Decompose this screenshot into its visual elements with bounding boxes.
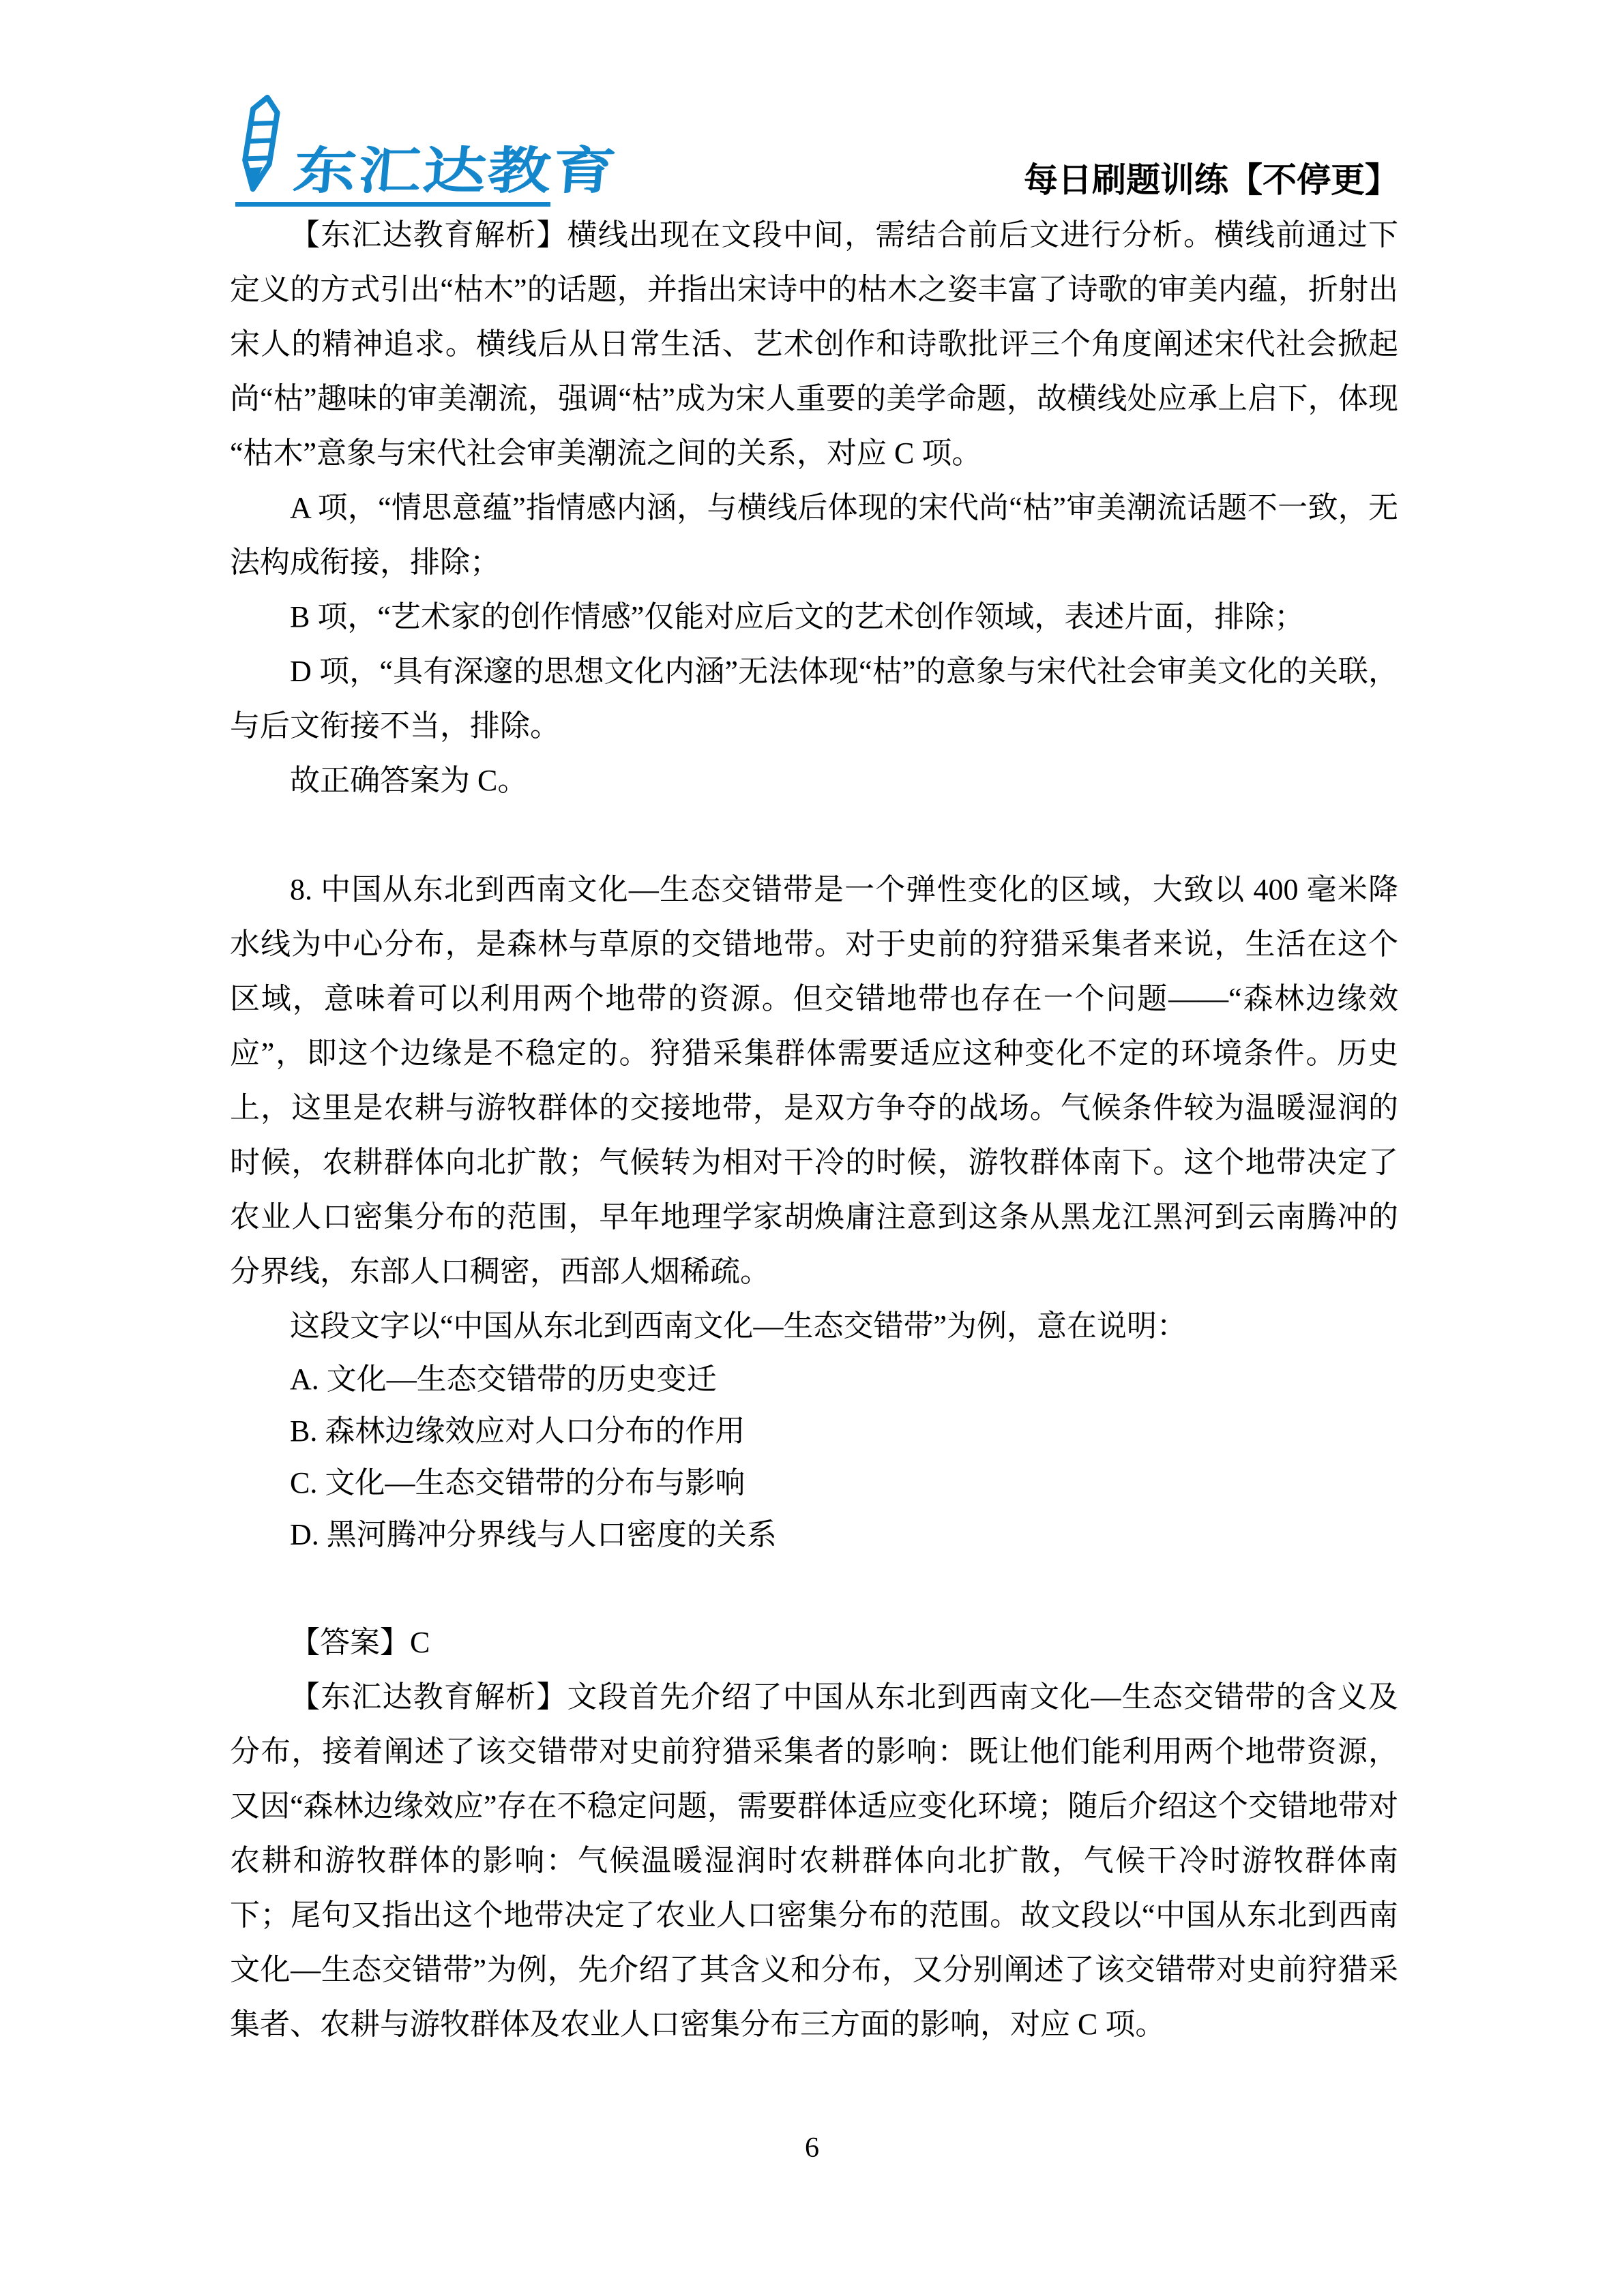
logo-text: 东汇达教育 bbox=[291, 143, 620, 199]
q8-lead-in: 这段文字以“中国从东北到西南文化—生态交错带”为例，意在说明： bbox=[290, 1309, 1187, 1343]
page-number: 6 bbox=[805, 2132, 819, 2164]
q8-option-a: A. 文化—生态交错带的历史变迁 bbox=[290, 1362, 717, 1396]
q7-analysis-paragraph: 【东汇达教育解析】横线出现在文段中间，需结合前后文进行分析。横线前通过下定义的方式引出“枯木”的话题，并指出宋诗中的枯木之姿丰富了诗歌的审美内蕴，折射出宋人的精神追求。横线后从日常生活、艺术创作和诗歌批评三个角度阐述宋代社会掀起尚“枯”趣味的审美潮流，强调“枯”成为宋人重要的美学命题，故横线处应承上启下，体现“枯木”意象与宋代社会审美潮流之间的关系，对应 C 项。 bbox=[230, 218, 1398, 470]
q8-answer: 【答案】C bbox=[290, 1626, 430, 1659]
document-content bbox=[230, 208, 1398, 2052]
q8-analysis-paragraph: 【东汇达教育解析】文段首先介绍了中国从东北到西南文化—生态交错带的含义及分布，接着阐述了该交错带对史前狩猎采集者的影响：既让他们能利用两个地带资源，又因“森林边缘效应”存在不稳定问题，需要群体适应变化环境；随后介绍这个交错地带对农耕和游牧群体的影响：气候温暖湿润时农耕群体向北扩散，气候干冷时游牧群体南下；尾句又指出这个地带决定了农业人口密集分布的范围。故文段以“中国从东北到西南文化—生态交错带”为例，先介绍了其含义和分布，又分别阐述了该交错带对史前狩猎采集者、农耕与游牧群体及农业人口密集分布三方面的影响，对应 C 项。 bbox=[230, 1680, 1398, 2041]
q8-option-c: C. 文化—生态交错带的分布与影响 bbox=[290, 1466, 745, 1500]
q8-stem: 8. 中国从东北到西南文化—生态交错带是一个弹性变化的区域，大致以 400 毫米降水线为中心分布，是森林与草原的交错地带。对于史前的狩猎采集者来说，生活在这个区域，意味着可以利用两个地带的资源。但交错地带也存在一个问题——“森林边缘效应”，即这个边缘是不稳定的。狩猎采集群体需要适应这种变化不定的环境条件。历史上，这里是农耕与游牧群体的交接地带，是双方争夺的战场。气候条件较为温暖湿润的时候，农耕群体向北扩散；气候转为相对干冷的时候，游牧群体南下。这个地带决定了农业人口密集分布的范围，早年地理学家胡焕庸注意到这条从黑龙江黑河到云南腾冲的分界线，东部人口稠密，西部人烟稀疏。 bbox=[230, 873, 1398, 1288]
q8-option-b: B. 森林边缘效应对人口分布的作用 bbox=[290, 1414, 745, 1448]
logo bbox=[235, 93, 620, 207]
page-tagline: 每日刷题训练【不停更】 bbox=[1024, 161, 1399, 199]
q8-option-d: D. 黑河腾冲分界线与人口密度的关系 bbox=[290, 1518, 777, 1551]
blank-line bbox=[230, 808, 1398, 863]
blank-line bbox=[230, 1561, 1398, 1615]
q7-option-a-comment: A 项，“情思意蕴”指情感内涵，与横线后体现的宋代尚“枯”审美潮流话题不一致，无法构成衔接，排除； bbox=[230, 491, 1398, 579]
q7-conclusion: 故正确答案为 C。 bbox=[290, 764, 528, 797]
pen-icon bbox=[235, 93, 284, 196]
q7-option-b-comment: B 项，“艺术家的创作情感”仅能对应后文的艺术创作领域，表述片面，排除； bbox=[290, 600, 1305, 633]
q7-option-d-comment: D 项，“具有深邃的思想文化内涵”无法体现“枯”的意象与宋代社会审美文化的关联，与后文衔接不当，排除。 bbox=[230, 655, 1398, 743]
